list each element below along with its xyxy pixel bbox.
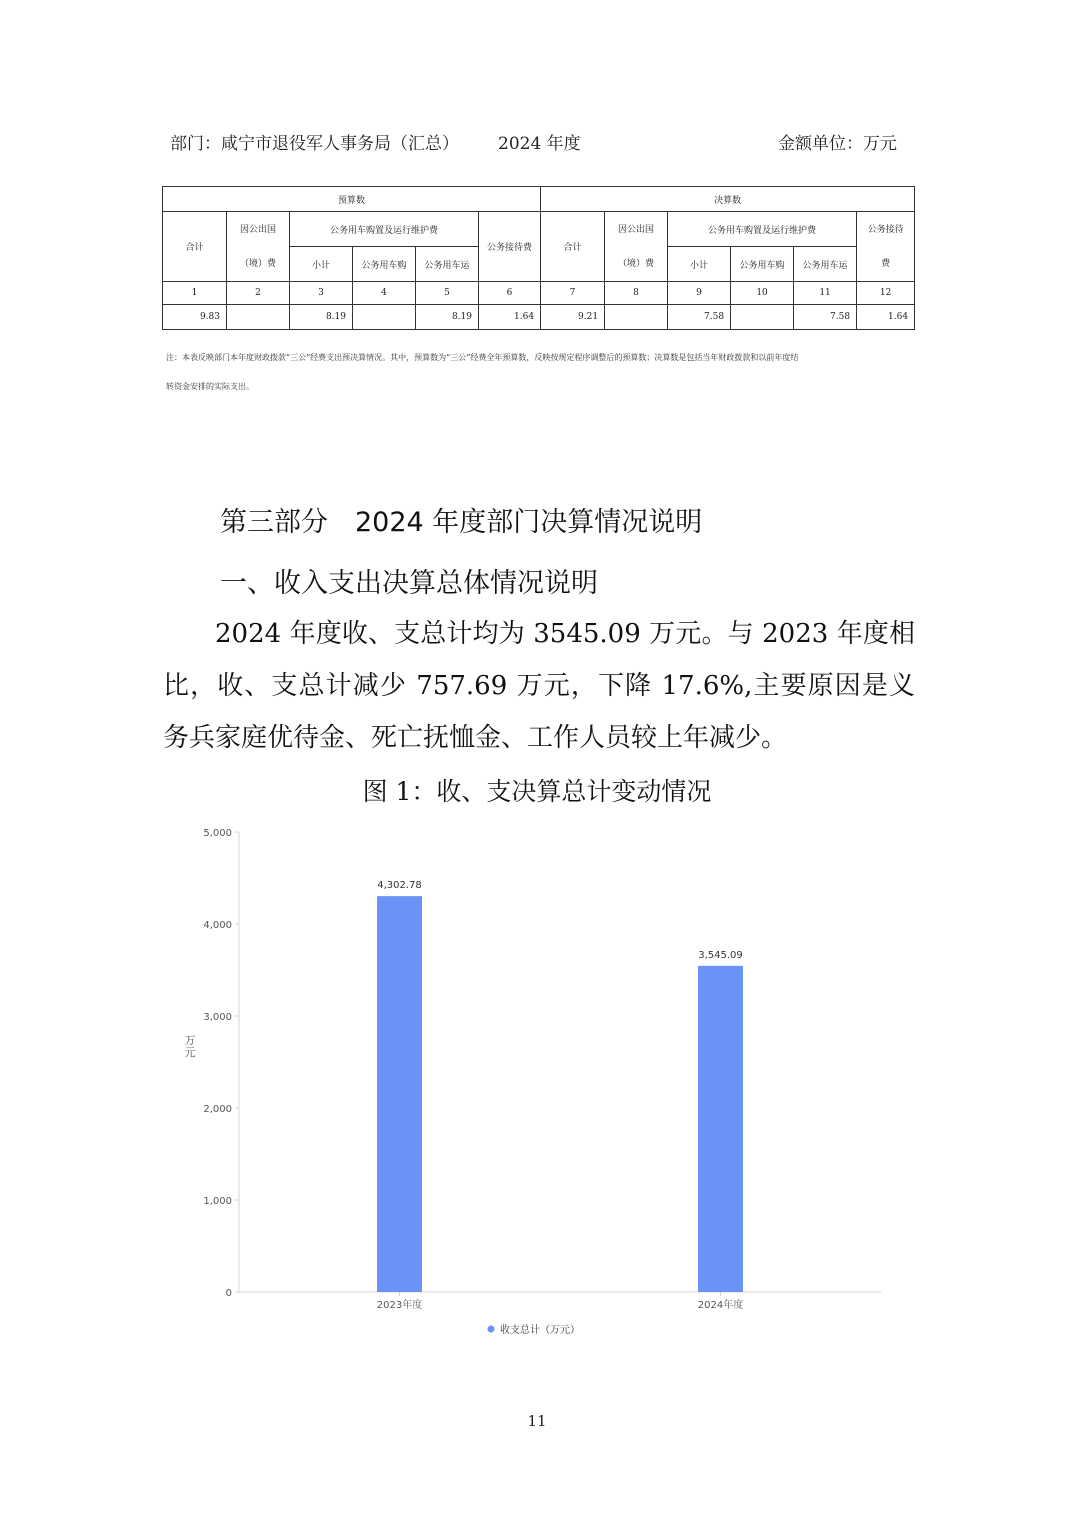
col-number: 12 — [857, 282, 915, 305]
y-tick-label: 5,000 — [203, 828, 232, 839]
value-cell — [731, 305, 794, 330]
y-tick-label: 1,000 — [203, 1196, 232, 1207]
budget-reception-header: 公务接待费 — [479, 212, 541, 282]
bar-value-label: 4,302.78 — [377, 880, 422, 892]
table-note-line2: 转资金安排的实际支出。 — [166, 382, 254, 391]
value-cell: 8.19 — [290, 305, 353, 330]
page-number: 11 — [527, 1412, 547, 1430]
value-cell — [605, 305, 668, 330]
col-number: 11 — [794, 282, 857, 305]
final-vehicle-header: 公务用车购置及运行维护费 — [668, 212, 857, 247]
y-tick-label: 3,000 — [203, 1012, 232, 1023]
table-note-line1: 注：本表反映部门本年度财政拨款“三公”经费支出预决算情况。其中，预算数为“三公”经费全年预算数，反映按规定程序调整后的预算数；决算数是包括当年财政拨款和以前年度结 — [166, 353, 799, 362]
col-number: 5 — [416, 282, 479, 305]
final-total-header: 合计 — [541, 212, 605, 282]
budget-subtotal-header: 小计 — [290, 247, 353, 282]
legend-marker — [488, 1326, 495, 1333]
final-operation-header: 公务用车运 — [794, 247, 857, 282]
x-tick-label: 2024年度 — [697, 1300, 744, 1311]
figure-caption: 图 1：收、支决算总计变动情况 — [362, 777, 712, 806]
report-year: 2024 年度 — [498, 134, 581, 154]
col-number: 4 — [353, 282, 416, 305]
department-label: 部门：咸宁市退役军人事务局（汇总） — [170, 134, 459, 154]
bar — [698, 966, 743, 1292]
budget-operation-header: 公务用车运 — [416, 247, 479, 282]
legend-label: 收支总计（万元） — [500, 1325, 580, 1336]
value-cell: 9.21 — [541, 305, 605, 330]
value-cell: 9.83 — [163, 305, 227, 330]
income-expense-bar-chart — [160, 818, 920, 1358]
budget-abroad-header: 因公出国 （境）费 — [227, 212, 290, 282]
budget-vehicle-header: 公务用车购置及运行维护费 — [290, 212, 479, 247]
final-abroad-header: 因公出国 （境）费 — [605, 212, 668, 282]
value-cell: 1.64 — [479, 305, 541, 330]
bar — [377, 896, 422, 1292]
value-cell — [227, 305, 290, 330]
y-tick-label: 2,000 — [203, 1104, 232, 1115]
bar-value-label: 3,545.09 — [698, 949, 743, 961]
col-number: 7 — [541, 282, 605, 305]
part-title: 第三部分 2024 年度部门决算情况说明 — [220, 507, 703, 538]
col-number: 10 — [731, 282, 794, 305]
col-number: 3 — [290, 282, 353, 305]
budget-total-header: 合计 — [163, 212, 227, 282]
final-subtotal-header: 小计 — [668, 247, 731, 282]
budget-purchase-header: 公务用车购 — [353, 247, 416, 282]
col-number: 2 — [227, 282, 290, 305]
col-number: 6 — [479, 282, 541, 305]
value-cell — [353, 305, 416, 330]
three-public-expense-table — [162, 186, 915, 330]
final-purchase-header: 公务用车购 — [731, 247, 794, 282]
y-tick-label: 4,000 — [203, 920, 232, 931]
x-tick-label: 2023年度 — [376, 1300, 423, 1311]
final-reception-header: 公务接待 费 — [857, 212, 915, 282]
summary-paragraph: 2024 年度收、支总计均为 3545.09 万元。与 2023 年度相比，收、支总计减少 757.69 万元，下降 17.6%,主要原因是义务兵家庭优待金、死亡抚恤金、工作人员较上年减少。 — [163, 619, 915, 753]
value-cell: 1.64 — [857, 305, 915, 330]
y-tick-label: 0 — [225, 1288, 232, 1299]
final-header: 决算数 — [541, 187, 915, 212]
col-number: 9 — [668, 282, 731, 305]
col-number: 1 — [163, 282, 227, 305]
value-cell: 7.58 — [668, 305, 731, 330]
y-axis-title: 万元 — [184, 1034, 196, 1059]
budget-header: 预算数 — [163, 187, 541, 212]
section-heading: 一、收入支出决算总体情况说明 — [220, 568, 598, 599]
value-cell: 8.19 — [416, 305, 479, 330]
value-cell: 7.58 — [794, 305, 857, 330]
col-number: 8 — [605, 282, 668, 305]
amount-unit: 金额单位：万元 — [778, 134, 897, 154]
